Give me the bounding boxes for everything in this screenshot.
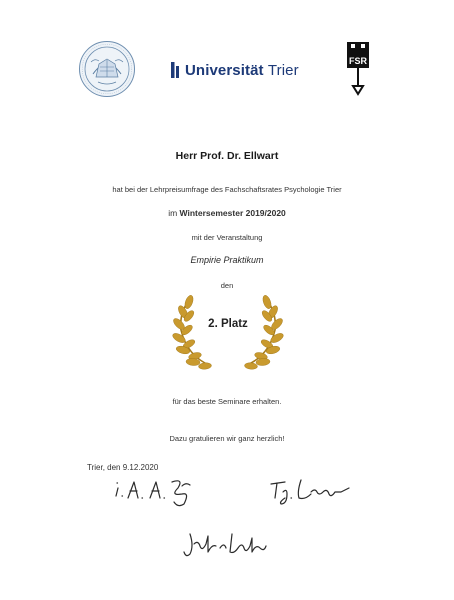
fsr-logo-text: FSR bbox=[349, 56, 367, 66]
semester-name: Wintersemester 2019/2020 bbox=[179, 208, 286, 218]
place-label: 2. Platz bbox=[208, 318, 248, 330]
event-line: mit der Veranstaltung bbox=[191, 233, 263, 242]
university-logo bbox=[171, 60, 299, 80]
university-name: Universität Trier bbox=[185, 61, 299, 79]
date-line: Trier, den 9.12.2020 bbox=[87, 463, 159, 472]
university-seal-icon bbox=[78, 40, 136, 98]
laurel-wreath-icon bbox=[167, 292, 289, 370]
semester-line bbox=[0, 208, 454, 218]
recipient-name: Herr Prof. Dr. Ellwart bbox=[175, 150, 279, 162]
fsr-logo bbox=[343, 40, 373, 96]
signature-3 bbox=[180, 530, 268, 560]
congratulations-line: Dazu gratulieren wir ganz herzlich! bbox=[169, 434, 285, 443]
signature-2 bbox=[265, 474, 353, 508]
university-mark-icon bbox=[171, 62, 181, 78]
university-city: Trier bbox=[267, 61, 299, 79]
signature-1 bbox=[112, 474, 202, 508]
course-name: Empirie Praktikum bbox=[190, 255, 264, 265]
den-line: den bbox=[220, 281, 234, 290]
semester-prefix: im bbox=[168, 208, 178, 218]
survey-line: hat bei der Lehrpreisumfrage des Fachschaftsrates Psychologie Trier bbox=[112, 185, 342, 194]
best-seminar-line: für das beste Seminare erhalten. bbox=[172, 397, 282, 406]
